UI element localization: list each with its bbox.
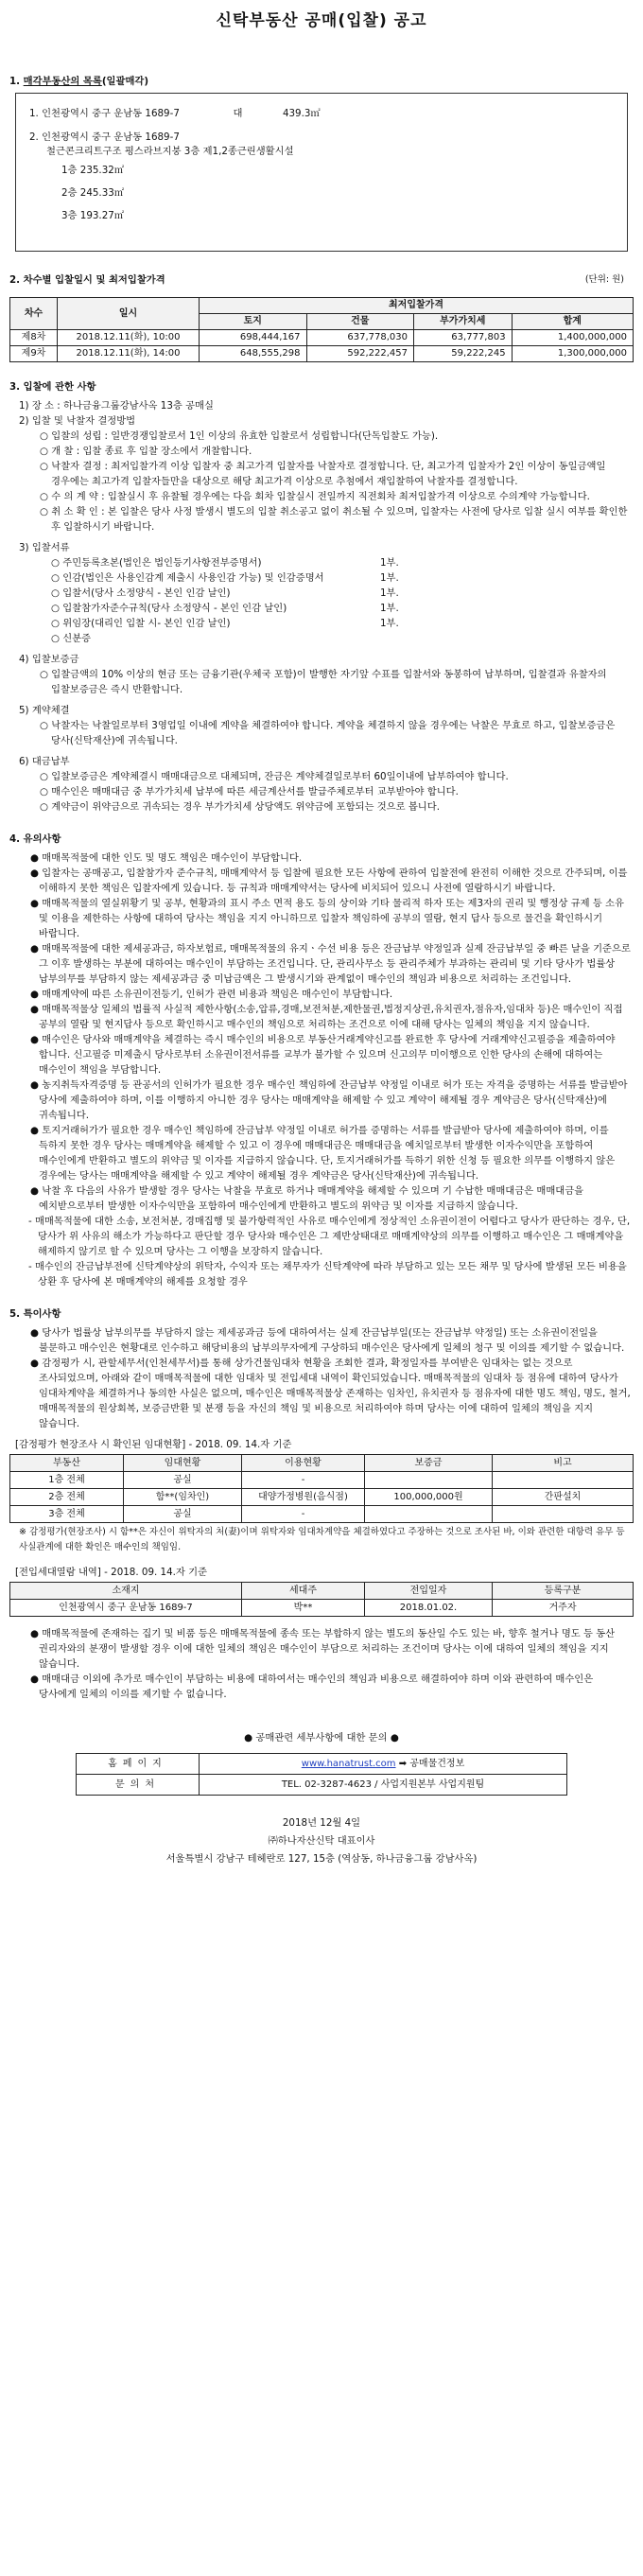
section-heading: 2. 차수별 입찰일시 및 최저입찰가격 xyxy=(9,274,165,286)
cell: 거주자 xyxy=(493,1600,634,1617)
cell: 함**(임차인) xyxy=(124,1489,242,1506)
floor-area: 2층 245.33㎡ xyxy=(61,187,125,199)
cell: 제9차 xyxy=(10,346,58,362)
cell: 1층 전체 xyxy=(10,1472,124,1489)
company-address: 서울특별시 강남구 테헤란로 127, 15층 (역삼동, 하나금융그룹 강남사옥) xyxy=(165,1853,478,1865)
section-heading: 3. 입찰에 관한 사항 xyxy=(9,381,96,393)
contact-value xyxy=(200,1754,567,1775)
sub-heading: 5) 계약체결 xyxy=(19,705,70,716)
rule-item: ○ 계약금이 위약금으로 귀속되는 경우 부가가치세 상당액도 위약금에 포함되는 것으로 봅니다. xyxy=(40,801,440,813)
list-item xyxy=(9,555,634,570)
cell: 637,778,030 xyxy=(306,330,414,346)
col-header: 등록구분 xyxy=(493,1583,634,1600)
col-header: 소재지 xyxy=(10,1583,242,1600)
doc-label: ○ 입찰참가자준수규칙(당사 소정양식 - 본인 인감 날인) xyxy=(51,603,287,614)
list-item: ● 매매계약에 따른 소유권이전등기, 인허가 관련 비용과 책임은 매수인이 부담합니다. xyxy=(30,989,393,1000)
col-header: 토지 xyxy=(200,314,307,330)
cell: - xyxy=(242,1472,365,1489)
section-heading: 5. 특이사항 xyxy=(9,1308,61,1320)
list-item: ● 토지거래허가가 필요한 경우 매수인 책임하에 잔금납부 약정일 이내로 허가를 증명하는 서류를 발급받아 당사에 제출하여야 하며, 이를 득하지 못한 경우 당사는 매매계약을 해제할 수 있고 이 경우에 매매대금은 매매대금을 예치일로부터 발생한 이자수익만을 포함하여 매수인에게 반환하고 별도의 위약금 및 이자를 지급하지 않습니다. 단, 토지거래허가를 득하기 위한 신청 등 필요한 의무를 이행하지 않은 경우에는 당사는 매매계약을 해제할 수 있고 계약이 해제될 경우 계약금은 당사(신탁재산)에 귀속됩니다. xyxy=(30,1125,616,1182)
col-header-group: 최저입찰가격 xyxy=(200,298,634,314)
contact-caption: ● 공매관련 세부사항에 대한 문의 ● xyxy=(244,1732,399,1744)
cell: 대양가정병원(음식점) xyxy=(242,1489,365,1506)
rule-item: ○ 입찰보증금은 계약체결시 매매대금으로 대체되며, 잔금은 계약체결일로부터 60일이내에 납부하여야 합니다. xyxy=(40,771,509,782)
floor-area: 3층 193.27㎡ xyxy=(61,210,125,221)
sub-condition: - 매수인의 잔금납부전에 신탁계약상의 위탁자, 수익자 또는 채무자가 신탁계약에 따라 부담하고 있는 모든 채무 및 당사에 발생된 모든 비용을 상환 후 당사에 본 매매계약의 해제를 요청할 경우 xyxy=(28,1261,627,1288)
cell: - xyxy=(242,1506,365,1523)
table-row xyxy=(10,1472,634,1489)
cell: 2018.01.02. xyxy=(365,1600,493,1617)
item-number: 2. xyxy=(29,131,39,143)
table-caption: [전입세대열람 내역] - 2018. 09. 14.자 기준 xyxy=(15,1567,208,1578)
land-type: 대 xyxy=(233,108,243,119)
cell: 2층 전체 xyxy=(10,1489,124,1506)
list-item: ● 매매목적물에 대한 제세공과금, 하자보험료, 매매목적물의 유지ㆍ수선 비용 등은 잔금납부 약정일과 실제 잔금납부일 중 빠른 날을 기준으로 그 이후 발생하는 부분에 대하여는 매수인이 부담하는 조건입니다. 단, 관리사무소 등 관리주체가 부과하는 관리비 및 기타 당사가 법률상 납부의무를 부담하지 않는 제세공과금 중 미납금액은 그 발생시기와 관계없이 매수인의 책임과 비용으로 처리하는 조건입니다. xyxy=(30,943,631,985)
col-header: 임대현황 xyxy=(124,1455,242,1472)
unit-note: (단위: 원) xyxy=(584,274,624,285)
contact-key: 홈페이지 xyxy=(77,1754,200,1775)
cell: 박** xyxy=(242,1600,365,1617)
special-list xyxy=(9,1325,634,1431)
col-header: 부가가치세 xyxy=(414,314,513,330)
rule-item: ○ 입찰의 성립 : 일반경쟁입찰로서 1인 이상의 유효한 입찰로서 성립합니다(단독입찰도 가능). xyxy=(40,430,439,442)
col-header: 보증금 xyxy=(365,1455,493,1472)
bid-schedule-table xyxy=(9,297,634,362)
rule-item: ○ 입찰금액의 10% 이상의 현금 또는 금융기관(우체국 포함)이 발행한 자기앞 수표를 입찰서와 동봉하여 납부하며, 입찰결과 유찰자의 입찰보증금은 즉시 반환합니다. xyxy=(40,669,607,695)
cell: 59,222,245 xyxy=(414,346,513,362)
list-item: ● 매매대금 이외에 추가로 매수인이 부담하는 비용에 대하여서는 매수인의 책임과 비용으로 해결하여야 하며 이와 관련하여 매수인은 당사에게 일체의 이의를 제기할 수 없습니다. xyxy=(30,1674,594,1700)
doc-count: 1부. xyxy=(380,557,399,569)
section-property-list xyxy=(9,74,634,252)
cell: 3층 전체 xyxy=(10,1506,124,1523)
cell: 간판설치 xyxy=(493,1489,634,1506)
sub-heading: 2) 입찰 및 낙찰자 결정방법 xyxy=(19,415,136,427)
col-header: 일시 xyxy=(58,298,200,330)
cell: 공실 xyxy=(124,1506,242,1523)
col-header: 부동산 xyxy=(10,1455,124,1472)
cell xyxy=(493,1506,634,1523)
item-number: 1. xyxy=(29,108,39,119)
lease-survey-table xyxy=(9,1454,634,1523)
table-row xyxy=(10,1600,634,1617)
list-item: ● 매매목적물상 일체의 법률적 사실적 제한사항(소송,압류,경매,보전처분,제한물권,법정지상권,유치권자,점유자,임대차 등)은 매수인이 직접 공부의 열람 및 현지답사 등으로 확인하시고 매수인의 책임으로 처리하는 조건으로 이에 대해 당사는 일체의 책임을 지지 않습니다. xyxy=(30,1004,623,1030)
list-item: ● 낙찰 후 다음의 사유가 발생할 경우 당사는 낙찰을 무효로 하거나 매매계약을 해제할 수 있으며 기 수납한 매매대금은 매매대금을 예치받으로부터 발생한 이자수익만을 포함하여 매수인에게 반환하고 별도의 위약금 및 이자를 지급하지 않습니다. xyxy=(30,1185,584,1212)
link-suffix: ➡ 공매물건정보 xyxy=(395,1758,465,1769)
cell: 제8차 xyxy=(10,330,58,346)
page-title: 신탁부동산 공매(입찰) 공고 xyxy=(216,11,427,30)
doc-label: ○ 입찰서(당사 소정양식 - 본인 인감 날인) xyxy=(51,587,231,599)
cell xyxy=(365,1472,493,1489)
list-item xyxy=(9,631,634,646)
list-item xyxy=(9,601,634,616)
property-item-1 xyxy=(29,107,614,121)
section-precautions xyxy=(9,832,634,1289)
section-special-notes xyxy=(9,1306,634,1702)
list-item: ● 당사가 법률상 납부의무를 부담하지 않는 제세공과금 등에 대하여서는 실제 잔금납부일(또는 잔금납부 약정일) 또는 소유권이전일을 불문하고 매수인은 현황대로 인수하고 해당비용의 납부의무자에게 구상하되 매수인은 당사에게 일체의 청구 및 이의를 제기할 수 없습니다. xyxy=(30,1327,625,1354)
cell: 592,222,457 xyxy=(306,346,414,362)
section-bidding-info xyxy=(9,379,634,815)
building-description: 철근콘크리트구조 평스라브지붕 3층 제1,2종근린생활시설 xyxy=(46,146,294,157)
table-caption: [감정평가 현장조사 시 확인된 임대현황] - 2018. 09. 14.자 기준 xyxy=(15,1439,292,1450)
doc-count: 1부. xyxy=(380,572,399,584)
section-heading: 4. 유의사항 xyxy=(9,833,61,845)
sub-condition: - 매매목적물에 대한 소송, 보전처분, 경매집행 및 불가항력적인 사유로 매수인에게 정상적인 소유권이전이 어렵다고 당사가 판단하는 경우, 단, 당사가 위 사유의 해소가 가능하다고 판단할 경우 당사와 매수인은 그 제반상태대로 매매계약상의 의무를 이행하고 매수인은 그 매매계약을 해제하지 않기로 할 수 있으며 당사는 그 이행을 보장하지 않습니다. xyxy=(28,1216,631,1257)
col-header: 비고 xyxy=(493,1455,634,1472)
list-item: ● 매수인은 당사와 매매계약을 체결하는 즉시 매수인의 비용으로 부동산거래계약신고를 완료한 후 당사에 거래계약신고필증을 제출하여야 합니다. 신고필증 미제출시 당사로부터 소유권이전서류를 교부가 불가할 수 있으며 신고의무 미이행으로 인한 당사의 손해에 대하여는 매수인이 책임을 부담합니다. xyxy=(30,1034,616,1076)
doc-label: ○ 위임장(대리인 입찰 시- 본인 인감 날인) xyxy=(51,618,231,629)
homepage-link[interactable]: www.hanatrust.com xyxy=(301,1758,396,1769)
cell: 인천광역시 중구 운남동 1689-7 xyxy=(10,1600,242,1617)
col-header: 전입일자 xyxy=(365,1583,493,1600)
sub-heading: 6) 대금납부 xyxy=(19,756,70,767)
precaution-list xyxy=(9,850,634,1214)
doc-label: ○ 주민등록초본(법인은 법인등기사항전부증명서) xyxy=(51,557,262,569)
table-row xyxy=(10,1489,634,1506)
cell: 1,300,000,000 xyxy=(512,346,633,362)
list-item: ● 매매목적물의 열실위황기 및 공부, 현황과의 표시 주소 면적 용도 등의 상이와 기타 물리적 하자 또는 제3자의 권리 및 행정상 규제 등 소유 및 이용을 제한하는 사항에 대하여 당사는 책임을 지지 아니하므로 입찰자 책임하에 공부의 열람, 현지 답사 등으로 물건을 확인하시기 바랍니다. xyxy=(30,898,624,939)
bid-place: 1) 장 소 : 하나금융그룹강남사옥 13층 공매실 xyxy=(19,400,214,412)
contact-value: TEL. 02-3287-4623 / 사업지원본부 사업지원팀 xyxy=(200,1775,567,1796)
doc-label: ○ 인감(법인은 사용인감계 제출시 사용인감 가능) 및 인감증명서 xyxy=(51,572,324,584)
property-box xyxy=(15,93,628,252)
property-address: 인천광역시 중구 운남동 1689-7 xyxy=(42,108,180,119)
section-bid-schedule xyxy=(9,272,634,362)
list-item: ● 감정평가 시, 관할세무서(인천세무서)를 통해 상가건물임대차 현황을 조회한 결과, 확정일자를 부여받은 임대차는 없는 것으로 조사되었으며, 아래와 같이 매매목적물에 대한 임대차 및 전입세대 내역이 확인되었습니다. 매매목적물의 임대차 등 점유에 대하여 당사가 임대차계약을 체결하거나 동의한 사실은 없으며, 매수인은 매매목적물상 존재하는 임차인, 유치권자 등 점유자에 대한 명도 책임, 명도, 철거, 매매목적물의 원상회복, 보증금반환 및 분쟁 등을 자신의 책임 및 비용으로 처리하여야 하며 당사는 이에 대하여 일체의 책임을 지지 않습니다. xyxy=(30,1358,631,1429)
resident-table xyxy=(9,1582,634,1617)
list-item xyxy=(9,616,634,631)
doc-count: 1부. xyxy=(380,618,399,629)
land-area: 439.3㎡ xyxy=(282,108,321,119)
cell: 2018.12.11(화), 14:00 xyxy=(58,346,200,362)
rule-item: ○ 수 의 계 약 : 입찰실시 후 유찰될 경우에는 다음 회차 입찰실시 전일까지 직전회차 최저입찰가격 이상으로 수의계약 가능합니다. xyxy=(40,491,590,502)
cell: 698,444,167 xyxy=(200,330,307,346)
cell: 공실 xyxy=(124,1472,242,1489)
table-row xyxy=(77,1754,567,1775)
table-row xyxy=(77,1775,567,1796)
footer xyxy=(9,1814,634,1868)
heading-label: 매각부동산의 목록 xyxy=(23,76,102,87)
cell: 63,777,803 xyxy=(414,330,513,346)
table-row xyxy=(10,346,634,362)
col-header: 차수 xyxy=(10,298,58,330)
list-item xyxy=(9,570,634,586)
sub-heading: 4) 입찰보증금 xyxy=(19,654,79,665)
section-heading xyxy=(9,74,634,89)
heading-number: 1. xyxy=(9,76,24,87)
property-address: 인천광역시 중구 운남동 1689-7 xyxy=(42,131,180,143)
col-header: 건물 xyxy=(306,314,414,330)
contact-key: 문의처 xyxy=(77,1775,200,1796)
list-item xyxy=(9,586,634,601)
cell xyxy=(365,1506,493,1523)
survey-note: ※ 감정평가(현장조사) 시 함**은 자신이 위탁자의 처(妻)이며 위탁자와 임대차계약을 체결하였다고 주장하는 것으로 조사된 바, 이와 관련한 대항력 유무 등 사실관계에 대한 확인은 매수인의 책임임. xyxy=(19,1527,625,1552)
rule-item: ○ 낙찰자 결정 : 최저입찰가격 이상 입찰자 중 최고가격 입찰자를 낙찰자로 결정합니다. 단, 최고가격 입찰자가 2인 이상이 동일금액일 경우에는 최고가격 입찰자들만을 대상으로 해당 최고가격 이상으로 추첨에서 재입찰하여 낙찰자를 결정합니다. xyxy=(40,461,606,487)
rule-item: ○ 개 찰 : 입찰 종료 후 입찰 장소에서 개찰합니다. xyxy=(40,446,252,457)
rule-item: ○ 취 소 확 인 : 본 입찰은 당사 사정 발생시 별도의 입찰 취소공고 없이 취소될 수 있으며, 입찰자는 사전에 당사로 입찰 실시 여부를 확인한 후 입찰하시기 바랍니다. xyxy=(40,506,628,533)
rule-item: ○ 낙찰자는 낙찰일로부터 3영업일 이내에 계약을 체결하여야 합니다. 계약을 체결하지 않을 경우에는 낙찰은 무효로 하고, 입찰보증금은 당사(신탁재산)에 귀속됩니다. xyxy=(40,720,616,746)
heading-suffix: (일괄매각) xyxy=(101,76,149,87)
cell: 2018.12.11(화), 10:00 xyxy=(58,330,200,346)
col-header: 세대주 xyxy=(242,1583,365,1600)
table-row xyxy=(10,1506,634,1523)
cell xyxy=(493,1472,634,1489)
col-header: 합계 xyxy=(512,314,633,330)
cell: 1,400,000,000 xyxy=(512,330,633,346)
cell: 648,555,298 xyxy=(200,346,307,362)
list-item: ● 매매목적물에 존재하는 집기 및 비품 등은 매매목적물에 종속 또는 부합하지 않는 별도의 동산일 수도 있는 바, 향후 철거나 명도 등 동산 권리자와의 분쟁이 발생할 경우 이에 대한 일체의 책임은 매수인이 부담으로 처리하는 조건이며 당사는 이에 대하여 일체의 책임을 지지 않습니다. xyxy=(30,1628,616,1670)
property-item-2 xyxy=(29,131,614,227)
cell: 100,000,000원 xyxy=(365,1489,493,1506)
doc-label: ○ 신분증 xyxy=(51,633,92,644)
col-header: 이용현황 xyxy=(242,1455,365,1472)
company-name: ㈜하나자산신탁 대표이사 xyxy=(268,1835,375,1847)
contact-table xyxy=(76,1753,567,1796)
docs-list xyxy=(9,555,634,646)
table-row xyxy=(10,330,634,346)
special-list-tail xyxy=(9,1626,634,1702)
list-item: ● 입찰자는 공매공고, 입찰참가자 준수규칙, 매매계약서 등 입찰에 필요한 모든 사항에 관하여 입찰전에 완전히 이해한 것으로 간주되며, 이를 이해하지 못한 책임은 입찰자에게 있습니다. 등 규칙과 매매계약서는 당사에 비치되어 있으니 사전에 열람하시기 바랍니다. xyxy=(30,867,628,894)
list-item: ● 매매목적물에 대한 인도 및 명도 책임은 매수인이 부담합니다. xyxy=(30,852,303,864)
rule-item: ○ 매수인은 매매대금 중 부가가치세 납부에 따른 세금계산서를 발급주체로부터 교부받아야 합니다. xyxy=(40,786,459,797)
contact-block xyxy=(76,1730,567,1796)
announce-date: 2018년 12월 4일 xyxy=(282,1817,361,1829)
list-item: ● 농지취득자격증명 등 관공서의 인허가가 필요한 경우 매수인 책임하에 잔금납부 약정일 이내로 허가 또는 자격을 증명하는 서류를 발급받아 당사에 제출하여야 하며, 이를 이행하지 아니한 경우 당사는 매매계약을 해제할 수 있고 계약이 해제될 경우 계약금은 당사(신탁재산)에 귀속됩니다. xyxy=(30,1079,628,1121)
doc-count: 1부. xyxy=(380,587,399,599)
floor-area: 1층 235.32㎡ xyxy=(61,165,125,176)
sub-heading: 3) 입찰서류 xyxy=(19,542,70,553)
doc-count: 1부. xyxy=(380,603,399,614)
